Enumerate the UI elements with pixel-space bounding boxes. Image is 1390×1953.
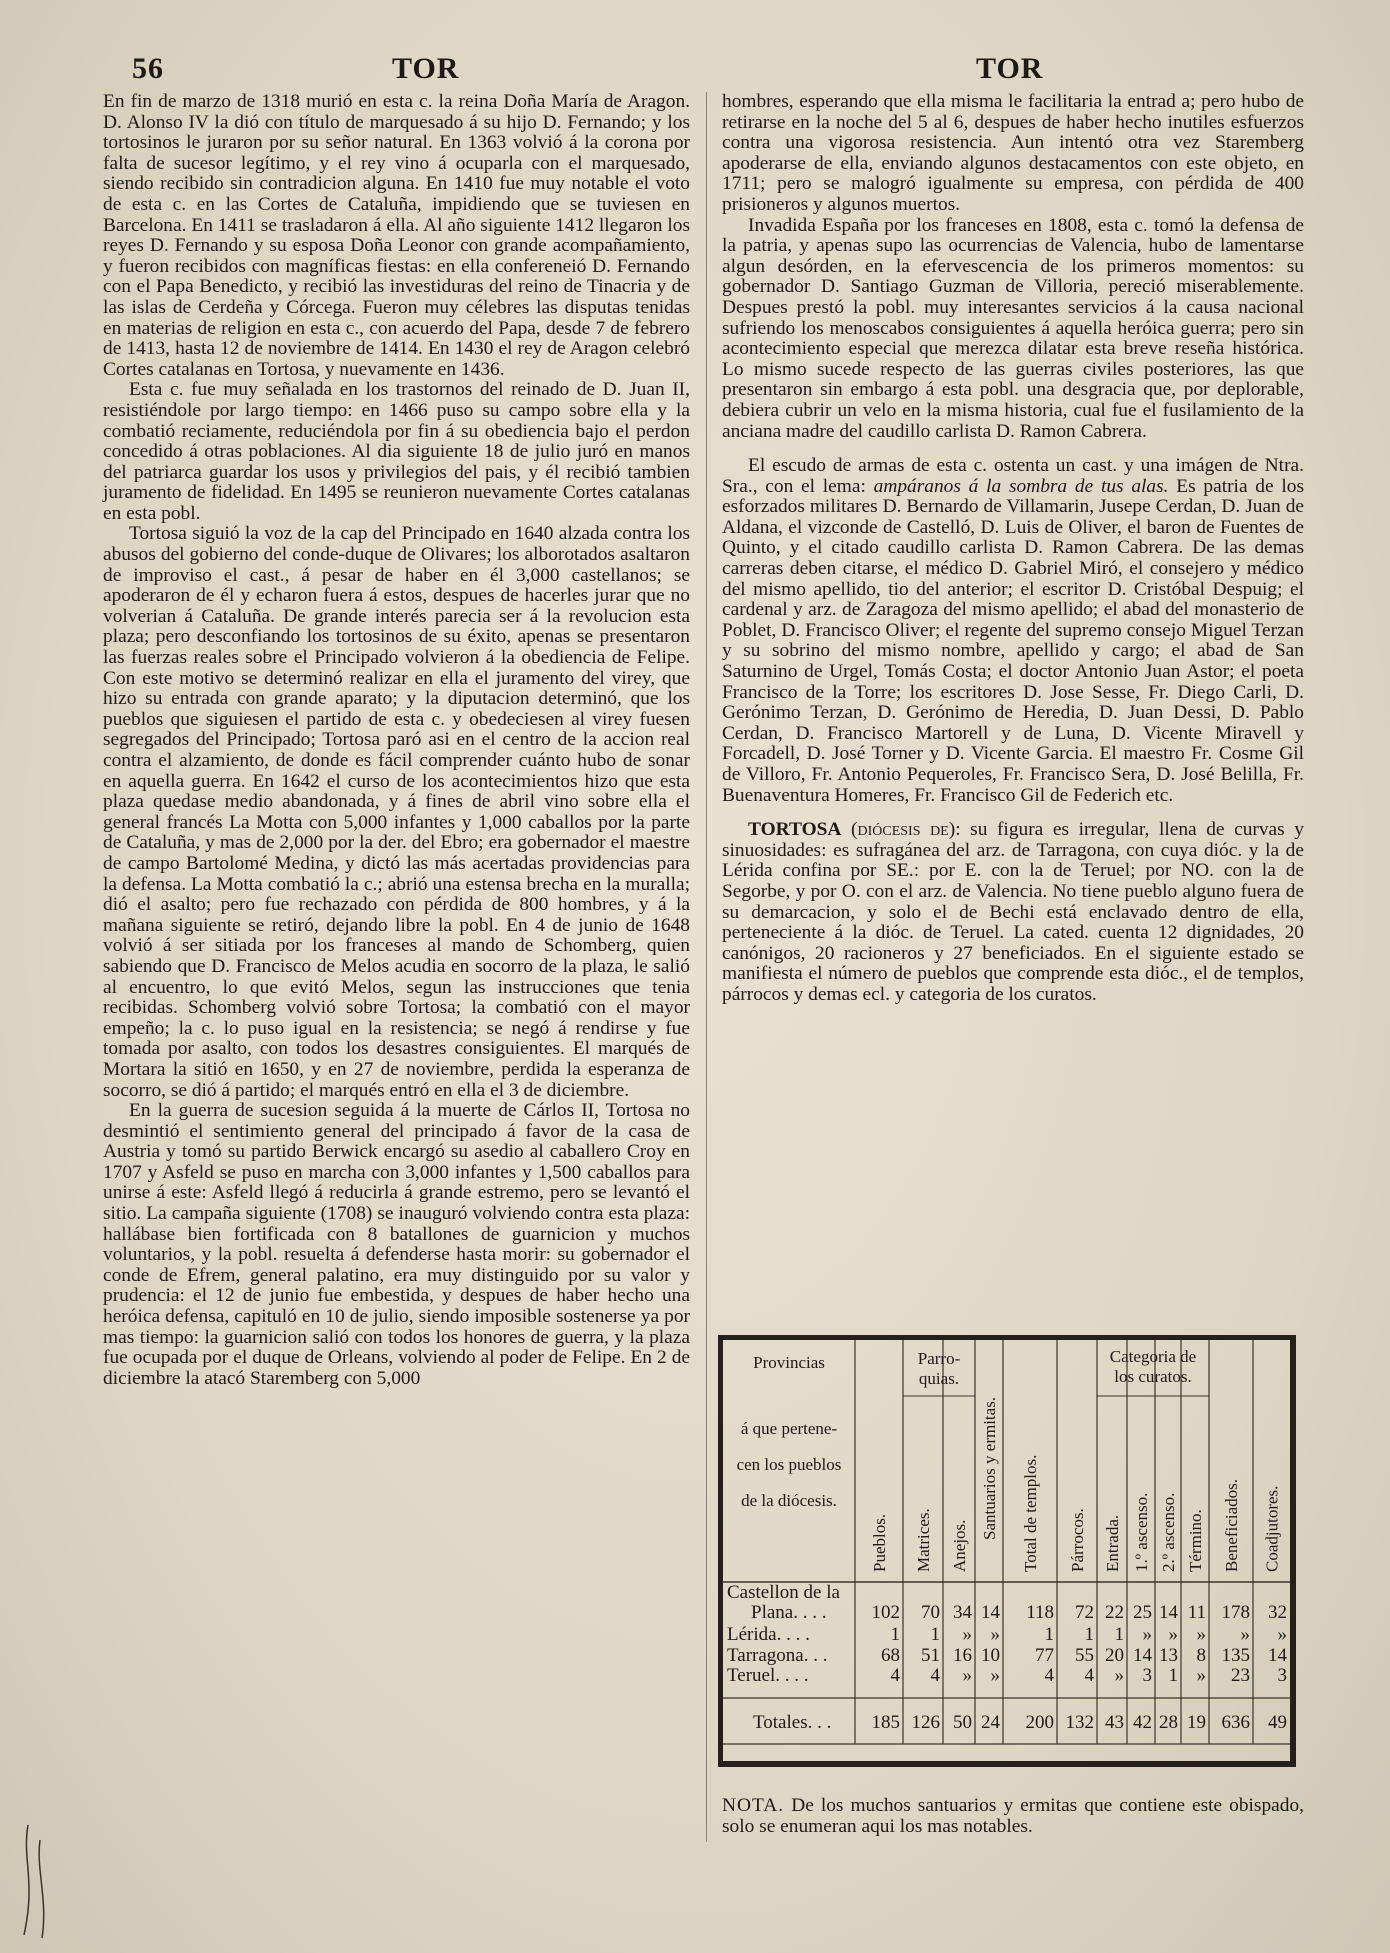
paragraph: hombres, esperando que ella misma le facilitaria la entrad a; pero hubo de retirarse en la noche del 5 al 6, despues de haber hecho inutiles esfuerzos contra una vigorosa resistencia. Aun intentó otra vez Staremberg apoderarse de ella, enviando algunos destacamentos con este objeto, en 1711; pero se malogró igualmente su empresa, con pérdida de 400 prisioneros y algunos muertos. xyxy=(722,91,1304,215)
column-header: Párrocos. xyxy=(1068,1508,1087,1572)
totals-cell: 28 xyxy=(1159,1712,1178,1733)
table-cell: » xyxy=(1142,1624,1152,1645)
totals-cell: 132 xyxy=(1065,1712,1094,1733)
categoria-header-line: los curatos. xyxy=(1114,1367,1192,1386)
table-cell: 70 xyxy=(921,1602,940,1623)
diocesis-subtitle: (diócesis de): xyxy=(851,819,961,841)
table-cell: 20 xyxy=(1105,1645,1124,1666)
right-column xyxy=(722,92,1304,1006)
table-cell: 32 xyxy=(1268,1602,1287,1623)
escudo-motto: ampáranos á la sombra de tus alas. xyxy=(873,475,1169,497)
paragraph: Tortosa siguió la voz de la cap del Principado en 1640 alzada contra los abusos del gobierno del conde-duque de Olivares; los alborotados asaltaron de improviso el cast., á pesar de haber en él 3,000 castellanos; se apoderaron de él y echaron fuera á estos, despues de hacerles jurar que no volverian á Cataluña. De grande interés parecia ser á la revolucion esta plaza; pero desconfiando los tortosinos de su éxito, apenas se presentaron las fuerzas reales sobre el Principado volvieron á la obediencia de Felipe. Con este motivo se determinó realizar en ella el juramento del virey, que hizo su entrada con grande aparato; y la diputacion determinó, que los pueblos que siguiesen el partido de esta c. y obedeciesen al virey fuesen segregados del Principado; Tortosa paró asi en el centro de la accion real contra el alzamiento, de donde es fácil comprender cuánto hubo de sonar en aquella guerra. En 1642 el curso de los acontecimientos hizo que esta plaza quedase medio abandonada, y á fines de abril vino sobre ella el general francés La Motta con 5,000 infantes y 1,000 caballos por la parte de Cataluña, y mas de 2,000 por la der. del Ebro; era gobernador el maestre de campo Bartolomé Medina, y dictó las más acertadas providencias para la defensa. La Motta combatió la c.; abrió una estensa brecha en la muralla; dió el asalto; pero fue rechazado con pérdida de 800 hombres, y á la mañana siguiente se retiró, dejando libre la pobl. En 4 de junio de 1648 volvió á ser sitiada por los franceses al mando de Schomberg, quien sabiendo que D. Francisco de Melos acudia en socorro de la plaza, le salió al encuentro, lo que evitó Melos, segun las instrucciones que tenia recibidas. Schomberg volvió sobre Tortosa; la combatió con el mayor empeño; la c. lo puso igual en la resistencia; se negó á rendirse y fue tomada por asalto, con todos los desastres consiguientes. El marqués de Mortara la sitió en 1650, y en 27 de noviembre, perdida la esperanza de socorro, se dió á partido; el marqués entró en ella el 3 de diciembre. xyxy=(103,523,690,1101)
diocese-statistics-table xyxy=(718,1335,1296,1767)
column-divider xyxy=(706,92,707,1842)
left-running-title: TOR xyxy=(392,52,460,85)
paragraph: En fin de marzo de 1318 murió en esta c. la reina Doña María de Aragon. D. Alonso IV la dió con título de marquesado á su hijo D. Fernando; y los tortosinos le juraron por su señor natural. En 1363 volvió á la corona por falta de sucesor legítimo, y el rey vino á ocuparla con el marquesado, siendo recibido sin contradicion alguna. En 1410 fue muy notable el voto de esta c. en las Cortes de Cataluña, impidiendo que se tuviesen en Barcelona. En 1411 se trasladaron á ella. Al año siguiente 1412 llegaron los reyes D. Fernando y su esposa Doña Leonor con grande acompañamiento, y fueron recibidos con magníficas fiestas: en ella confereneió D. Fernando con el Papa Benedicto, y recibió las investiduras del reino de Tinacria y de las islas de Cerdeña y Córcega. Fueron muy célebres las disputas tenidas en materias de religion en esta c., con acuerdo del Papa, desde 7 de febrero de 1413, hasta 12 de noviembre de 1414. En 1430 el rey de Aragon celebró Cortes catalanas en Tortosa, y nuevamente en 1436. xyxy=(103,91,690,380)
table-cell: » xyxy=(1277,1624,1287,1645)
table-cell: » xyxy=(990,1665,1000,1686)
totals-cell: 24 xyxy=(981,1712,1000,1733)
nota-text: De los muchos santuarios y ermitas que contiene este obispado, solo se enumeran aqui los mas notables. xyxy=(722,1795,1304,1837)
totals-cell: 636 xyxy=(1221,1712,1250,1733)
parroquias-header-line: quias. xyxy=(918,1369,960,1388)
table-cell: 72 xyxy=(1075,1602,1094,1623)
table-cell: 3 xyxy=(1277,1665,1287,1686)
table-cell: » xyxy=(1168,1624,1178,1645)
column-header: Santuarios y ermitas. xyxy=(980,1396,999,1540)
totals-cell: 50 xyxy=(953,1712,972,1733)
row-name-line: Castellon de la xyxy=(727,1582,840,1603)
table-cell: » xyxy=(962,1624,972,1645)
provincias-header-line: á que pertene- xyxy=(740,1419,838,1438)
table-cell: 34 xyxy=(953,1602,972,1623)
totals-cell: 200 xyxy=(1025,1712,1054,1733)
table-cell: 10 xyxy=(981,1645,1000,1666)
table-cell: » xyxy=(990,1624,1000,1645)
column-header: Matrices. xyxy=(914,1508,933,1572)
row-name: Lérida. . . . xyxy=(727,1624,810,1645)
provincias-header-line: cen los pueblos xyxy=(736,1455,842,1474)
provincias-header-line: Provincias xyxy=(753,1353,825,1372)
table-cell: 16 xyxy=(953,1645,972,1666)
column-header: Entrada. xyxy=(1103,1514,1122,1572)
table-cell: 23 xyxy=(1231,1665,1250,1686)
totals-cell: 42 xyxy=(1133,1712,1152,1733)
page-number: 56 xyxy=(132,52,164,85)
handwritten-mark-icon xyxy=(18,1820,58,1940)
table-canvas xyxy=(723,1340,1290,1761)
table-cell: 1 xyxy=(890,1624,900,1645)
nota xyxy=(722,1796,1304,1837)
table-cell: 4 xyxy=(1044,1665,1054,1686)
table-cell: 8 xyxy=(1196,1645,1206,1666)
table-cell: 14 xyxy=(1133,1645,1152,1666)
row-name: Plana. . . . xyxy=(751,1602,827,1623)
table-cell: » xyxy=(1240,1624,1250,1645)
table-cell: 13 xyxy=(1159,1645,1178,1666)
column-header: Beneficiados. xyxy=(1222,1479,1241,1572)
parroquias-header-line: Parro- xyxy=(917,1349,961,1368)
table-cell: 14 xyxy=(981,1602,1000,1623)
table-cell: 102 xyxy=(871,1602,900,1623)
column-header: Coadjutores. xyxy=(1262,1485,1282,1572)
column-header: Término. xyxy=(1186,1509,1205,1572)
column-header: Total de templos. xyxy=(1021,1454,1040,1572)
escudo-paragraph xyxy=(722,456,1304,806)
table-cell: » xyxy=(962,1665,972,1686)
paragraph: Esta c. fue muy señalada en los trastornos del reinado de D. Juan II, resistiéndole por largo tiempo: en 1466 puso su campo sobre ella y la combatió reciamente, reduciéndola por fin á su obediencia bajo el perdon concedido á otras poblaciones. Al dia siguiente 18 de julio juró en manos del patriarca guardar los usos y privilegios del pais, y él recibió tambien juramento de fidelidad. En 1495 se reunieron nuevamente Cortes catalanas en esta pobl. xyxy=(103,379,690,524)
nota-label: NOTA. xyxy=(722,1795,785,1816)
table-cell: 1 xyxy=(1084,1624,1094,1645)
table-cell: 135 xyxy=(1221,1645,1250,1666)
column-header: Anejos. xyxy=(950,1519,969,1572)
table-cell: 1 xyxy=(1044,1624,1054,1645)
table-cell: 11 xyxy=(1187,1602,1206,1623)
table-cell: 25 xyxy=(1133,1602,1152,1623)
categoria-header-line: Categoria de xyxy=(1109,1347,1197,1366)
provincias-header-line: de la diócesis. xyxy=(741,1491,837,1510)
table-cell: 178 xyxy=(1221,1602,1250,1623)
table-cell: 1 xyxy=(1168,1665,1178,1686)
table-cell: 51 xyxy=(921,1645,940,1666)
right-running-title: TOR xyxy=(976,52,1044,85)
table-cell: 1 xyxy=(1114,1624,1124,1645)
row-name: Teruel. . . . xyxy=(727,1665,809,1686)
table-cell: 77 xyxy=(1035,1645,1054,1666)
diocesis-paragraph xyxy=(722,820,1304,1005)
left-column xyxy=(103,92,690,1389)
column-header: 2.º ascenso. xyxy=(1159,1492,1178,1572)
table-cell: 4 xyxy=(930,1665,940,1686)
table-cell: 55 xyxy=(1075,1645,1094,1666)
totals-cell: 19 xyxy=(1187,1712,1206,1733)
totals-label: Totales. . . xyxy=(753,1712,832,1733)
table-cell: 4 xyxy=(890,1665,900,1686)
totals-cell: 126 xyxy=(911,1712,940,1733)
paragraph: Invadida España por los franceses en 1808, esta c. tomó la defensa de la patria, y apenas supo las ocurrencias de Valencia, hubo de lamentarse algun desórden, en la efervescencia de los primeros momentos: su gobernador D. Santiago Guzman de Villoria, pereció miserablemente. Despues prestó la pobl. muy interesantes servicios á la causa nacional sufriendo los menoscabos consiguientes á aquella heróica guerra; pero sin acontecimiento especial que merezca dilatar esta breve reseña histórica. Lo mismo sucede respecto de las guerras civiles posteriores, las que presentaron sin embargo á esta pobl. una desgracia que, por deplorable, debiera cubrir un velo en la misma historia, cual fue el fusilamiento de la anciana madre del caudillo carlista D. Ramon Cabrera. xyxy=(722,214,1304,442)
column-header: Pueblos. xyxy=(870,1513,889,1572)
table-cell: 3 xyxy=(1142,1665,1152,1686)
diocesis-title: TORTOSA xyxy=(748,819,842,841)
diocesis-text: su figura es irregular, llena de curvas y sinuosidades: es sufragánea del arz. de Tarragona, con cuya dióc. y la de Lérida confina por SE.: por E. con la de Teruel; por NO. con la de Segorbe, y por O. con el arz. de Valencia. No tiene pueblo alguno fuera de su demarcacion, y solo el de Bechi está enclavado dentro de ella, perteneciente á la dióc. de Teruel. La cated. cuenta 12 dignidades, 20 canónigos, 20 racioneros y 27 beneficiados. En el siguiente estado se manifiesta el número de pueblos que comprende esta dióc., el de templos, párrocos y demas ecl. y categoria de los curatos. xyxy=(722,819,1304,1005)
escudo-rest: Es patria de los esforzados militares D. Bernardo de Villamarin, Jusepe Cerdan, D. Juan de Aldana, el vizconde de Castelló, D. Luis de Oliver, el baron de Fuentes de Quinto, y el citado caudillo carlista D. Ramon Cabrera. De las demas carreras deben citarse, el médico D. Gabriel Miró, el consejero y médico del mismo apellido, tio del anterior; el escritor D. Cristóbal Despuig; el cardenal y arz. de Zaragoza del mismo apellido; el abad del monasterio de Poblet, D. Francisco Oliver; el regente del supremo consejo Miguel Terzan y su sobrino del mismo nombre, apellido y cargo; el abad de San Saturnino de Urgel, Tomás Costa; el doctor Antonio Juan Astor; el poeta Francisco de la Torre; los escritores D. Jose Sesse, Fr. Diego Carli, D. Gerónimo Terzan, D. Gerónimo de Heredia, D. Juan Dessi, D. Pablo Cerdan, D. Francisco Martorell y de Luna, D. Vicente Miravell y Forcadell, D. José Torner y D. Vicente Garcia. El maestro Fr. Cosme Gil de Villoro, Fr. Antonio Pequeroles, Fr. Francisco Sera, D. José Belilla, Fr. Buenaventura Homeres, Fr. Francisco Gil de Federich etc. xyxy=(722,475,1304,806)
table-cell: 4 xyxy=(1084,1665,1094,1686)
table-cell: 1 xyxy=(930,1624,940,1645)
totals-cell: 185 xyxy=(871,1712,900,1733)
table-cell: 68 xyxy=(881,1645,900,1666)
table-cell: » xyxy=(1196,1665,1206,1686)
table-cell: 14 xyxy=(1159,1602,1178,1623)
escudo-intro: El escudo de armas de esta c. ostenta un cast. y una imágen de Ntra. Sra., con el lema: xyxy=(722,455,1304,497)
table-cell: 22 xyxy=(1105,1602,1124,1623)
column-header: 1.º ascenso. xyxy=(1132,1492,1151,1572)
table-cell: » xyxy=(1114,1665,1124,1686)
table-cell: 14 xyxy=(1268,1645,1287,1666)
totals-cell: 49 xyxy=(1268,1712,1287,1733)
table-cell: 118 xyxy=(1026,1602,1054,1623)
totals-cell: 43 xyxy=(1105,1712,1124,1733)
table-cell: » xyxy=(1196,1624,1206,1645)
paragraph: En la guerra de sucesion seguida á la muerte de Cárlos II, Tortosa no desmintió el sentimiento general del principado á favor de la casa de Austria y tomó su partido Berwick encargó su asedio al caballero Croy en 1707 y Asfeld se puso en marcha con 3,000 infantes y 1,500 caballos para unirse á este: Asfeld llegó á reducirla á grande estremo, pero se levantó el sitio. La campaña siguiente (1708) se inauguró volviendo contra esta plaza: hallábase bien fortificada con 8 batallones de guarnicion y muchos voluntarios, y la pobl. resuelta á defenderse hasta morir: su gobernador el conde de Efrem, general palatino, era muy distinguido por su valor y prudencia: el 12 de junio fue embestida, y despues de haber hecho una heróica defensa, capituló en 10 de julio, siendo imposible sostenerse ya por mas tiempo: la guarnicion salió con todos los honores de guerra, y la plaza fue ocupada por el duque de Orleans, volviendo al poder de Felipe. En 2 de diciembre la atacó Staremberg con 5,000 xyxy=(103,1100,690,1389)
row-name: Tarragona. . . xyxy=(727,1645,828,1666)
